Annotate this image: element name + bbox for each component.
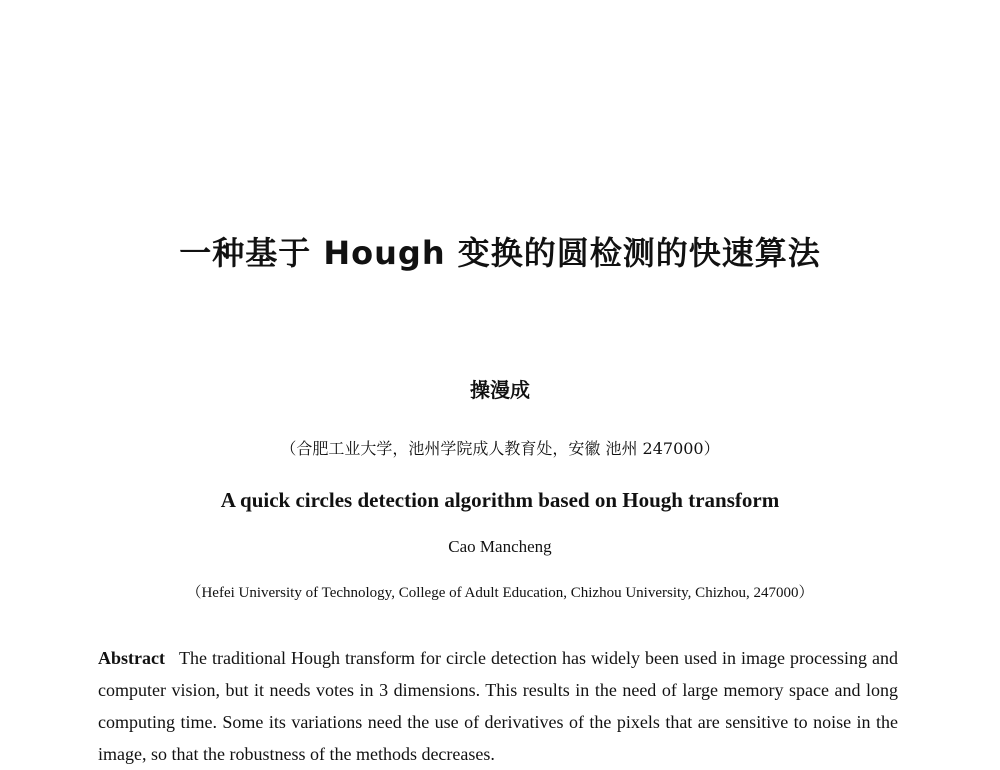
abstract-label: Abstract — [98, 648, 165, 668]
chinese-title: 一种基于 Hough 变换的圆检测的快速算法 — [179, 234, 821, 272]
english-author: Cao Mancheng — [448, 537, 552, 556]
abstract-paragraph — [98, 642, 898, 770]
chinese-affiliation: （合肥工业大学，池州学院成人教育处，安徽 池州 247000） — [280, 439, 720, 458]
english-affiliation: （Hefei University of Technology, College of Adult Education, Chizhou University, Chizhou, 247000） — [186, 585, 814, 601]
english-title: A quick circles detection algorithm based on Hough transform — [220, 488, 780, 512]
chinese-author: 操漫成 — [470, 378, 530, 402]
abstract-text: The traditional Hough transform for circle detection has widely been used in image processing and computer vision, but it needs votes in 3 dimensions. This results in the need of large memory space and long computing time. Some its variations need the use of derivatives of the pixels that are sensitive to noise in the image, so that the robustness of the methods decreases. — [98, 648, 898, 764]
